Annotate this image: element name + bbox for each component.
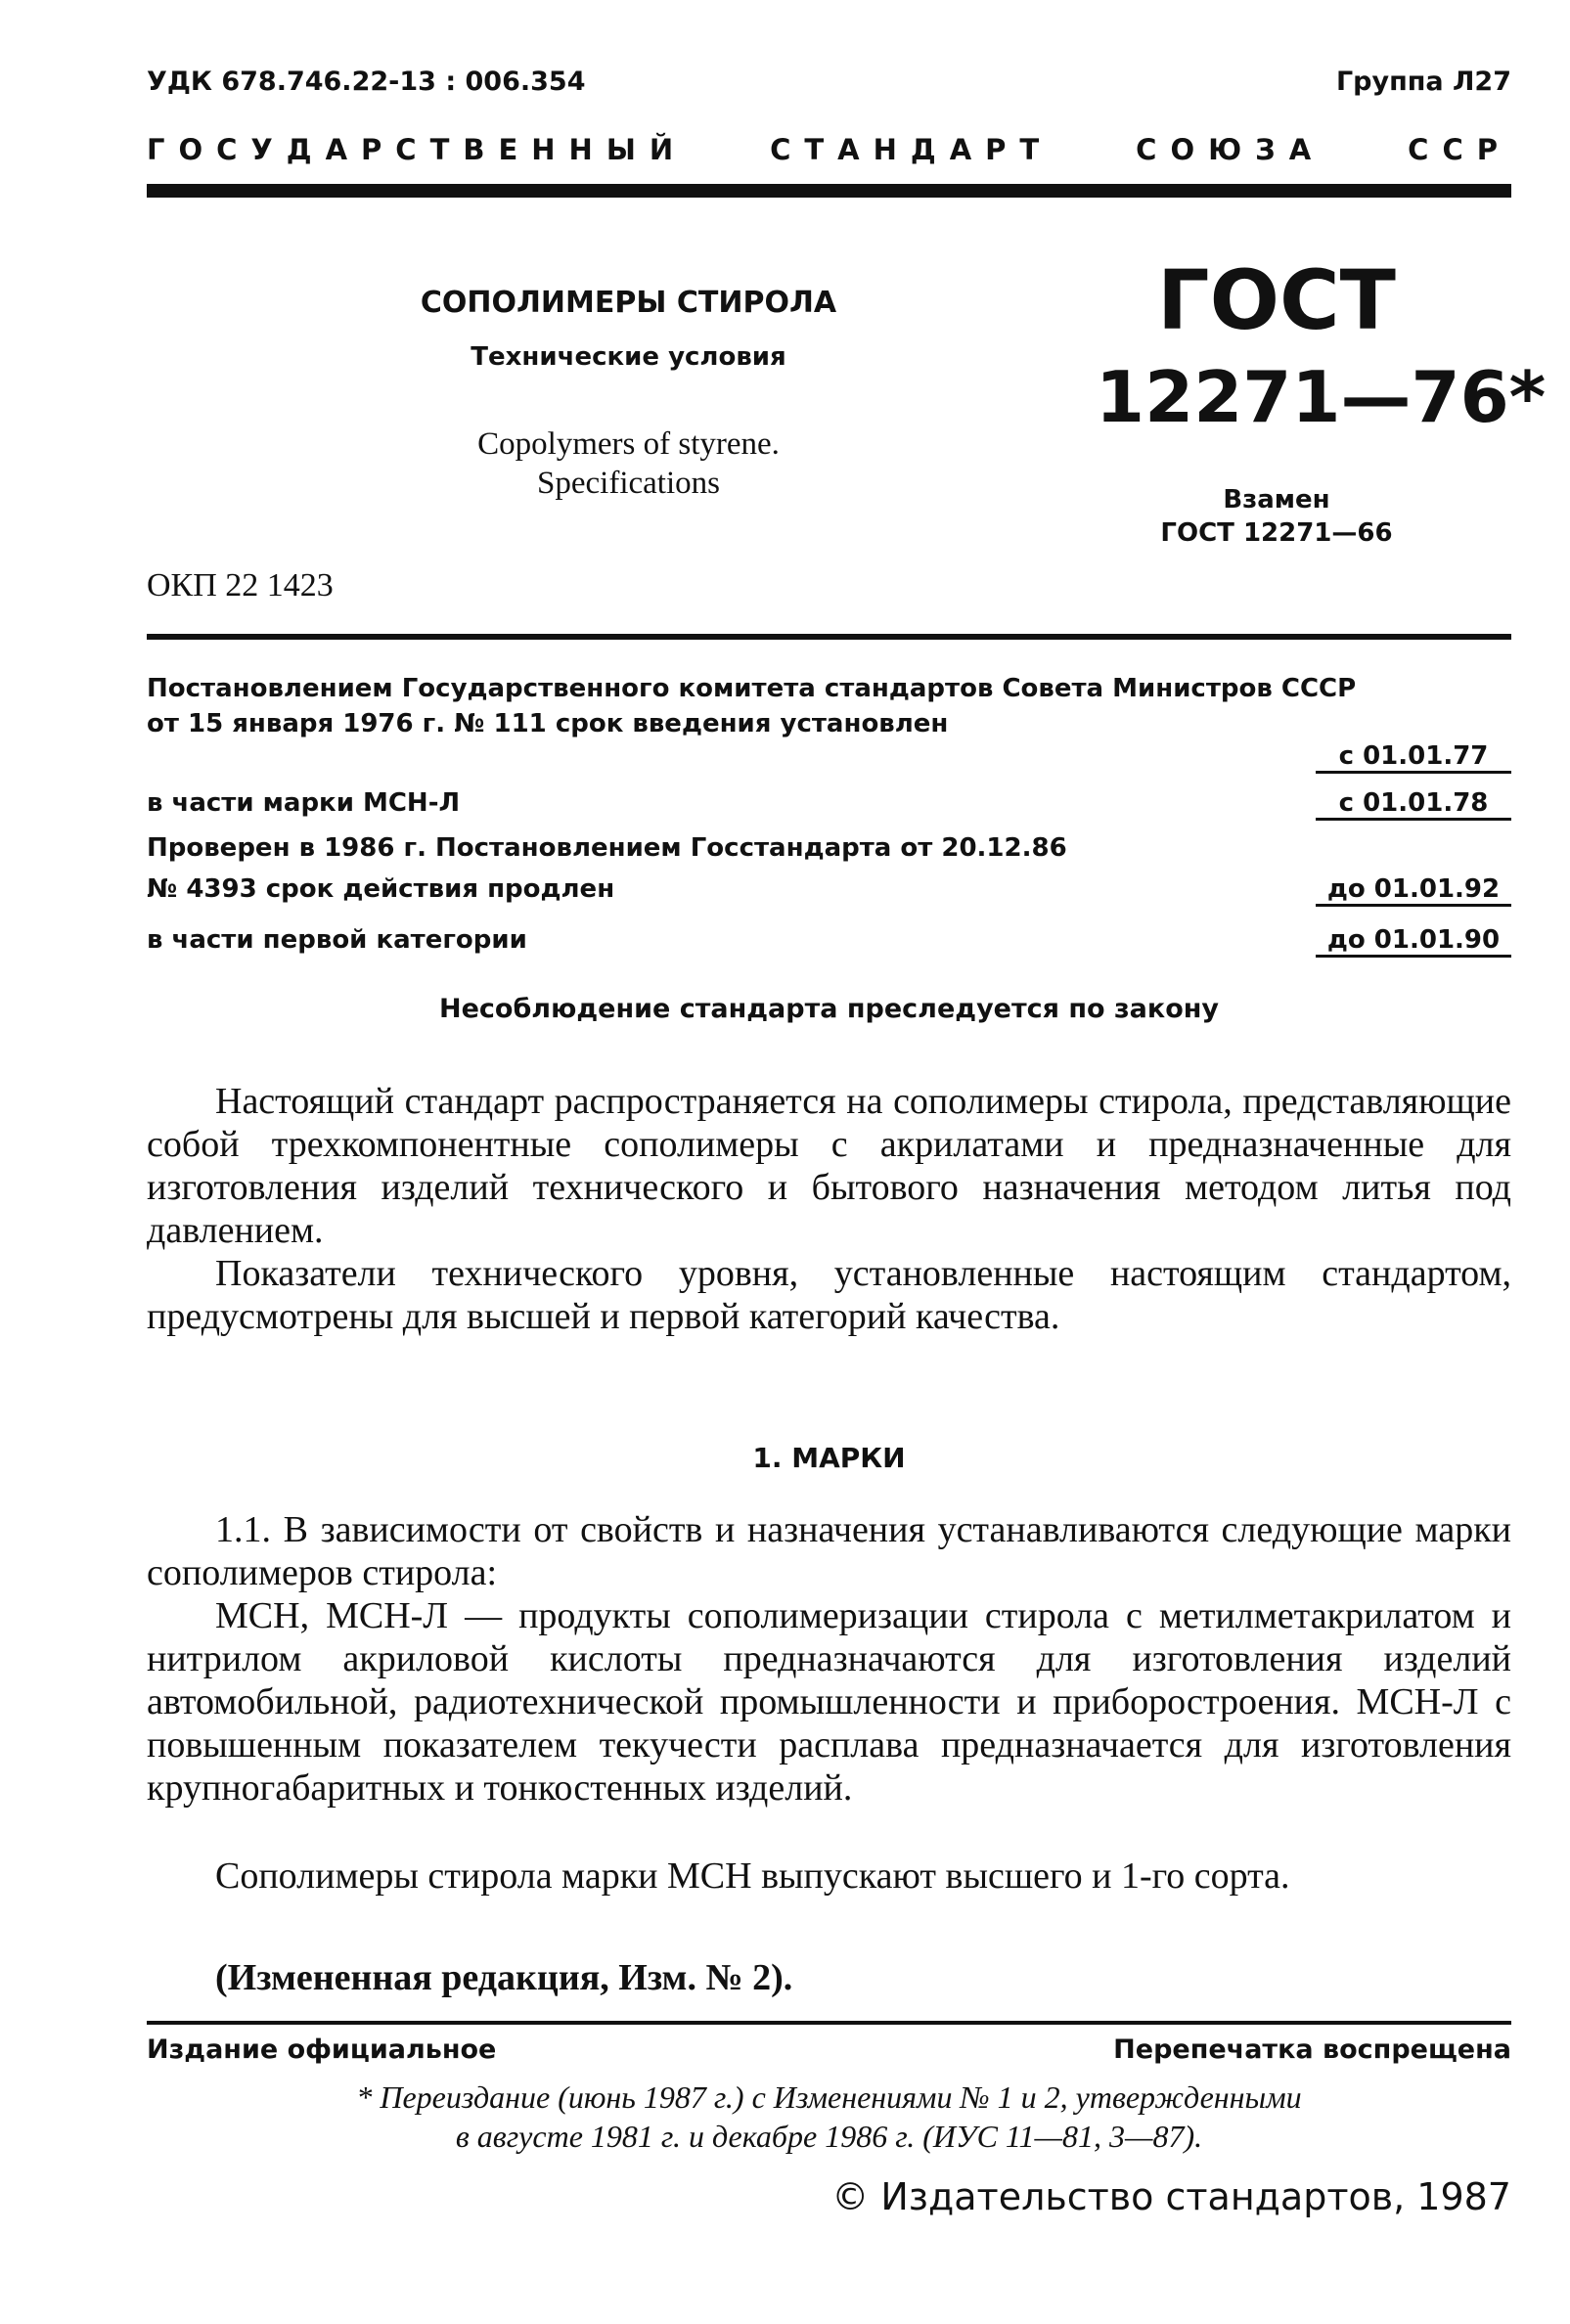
replaces-value: ГОСТ 12271—66 — [1160, 518, 1393, 548]
decree-row-label: в части марки МСН-Л — [147, 788, 461, 818]
section-paragraph: Сополимеры стирола марки МСН выпускают высшего и 1-го сорта. — [215, 1855, 1290, 1897]
decree-line: от 15 января 1976 г. № 111 срок введения установлен — [147, 709, 949, 738]
decree-row-date: с 01.01.77 — [1316, 741, 1511, 774]
decree-row-date: с 01.01.78 — [1316, 788, 1511, 821]
decree-row-date: до 01.01.92 — [1316, 874, 1511, 907]
title-rule — [147, 634, 1511, 640]
banner-word: СТАНДАРТ — [770, 133, 1054, 166]
reissue-footnote — [147, 2078, 1511, 2156]
intro-paragraph: Настоящий стандарт распространяется на сополимеры стирола, представляющие собой трехкомпонентные сополимеры с акрилатами и предназначенные для изготовления изделий технического и бытового назначения методом литья под давлением. — [147, 1081, 1511, 1251]
section-paragraph: 1.1. В зависимости от свойств и назначения устанавливаются следующие марки сополимеров стирола: — [147, 1509, 1511, 1593]
replaces-standard — [1096, 483, 1458, 550]
decree-row-label: Проверен в 1986 г. Постановлением Госстандарта от 20.12.86 — [147, 833, 1067, 863]
decree-row-label: № 4393 срок действия продлен — [147, 874, 615, 904]
group-code: Группа Л27 — [1335, 67, 1511, 97]
gost-number: 12271—76* — [1096, 356, 1547, 438]
state-standard-banner — [147, 133, 1511, 166]
document-title: СОПОЛИМЕРЫ СТИРОЛА — [420, 286, 837, 320]
footer-rule — [147, 2021, 1511, 2025]
english-title — [411, 425, 846, 503]
replaces-label: Взамен — [1223, 485, 1330, 514]
publisher-copyright: © Издательство стандартов, 1987 — [831, 2175, 1511, 2218]
udk-code: УДК 678.746.22-13 : 006.354 — [147, 67, 586, 97]
document-subtitle: Технические условия — [471, 342, 786, 372]
banner-word: СОЮЗА — [1136, 133, 1325, 166]
banner-word: ГОСУДАРСТВЕННЫЙ — [147, 133, 688, 166]
decree-text — [147, 671, 1356, 741]
reprint-prohibited: Перепечатка воспрещена — [1113, 2034, 1511, 2065]
amendment-note: (Измененная редакция, Изм. № 2). — [215, 1957, 793, 1998]
intro-paragraph: Показатели технического уровня, установленные настоящим стандартом, предусмотрены для высшей и первой категорий качества. — [147, 1253, 1511, 1337]
decree-line: Постановлением Государственного комитета стандартов Совета Министров СССР — [147, 674, 1357, 703]
banner-word: ССР — [1408, 133, 1511, 166]
section-heading: 1. МАРКИ — [752, 1442, 906, 1474]
english-title-line: Specifications — [537, 466, 720, 501]
official-edition: Издание официальное — [147, 2034, 497, 2065]
okp-code: ОКП 22 1423 — [147, 567, 334, 603]
decree-row-label: в части первой категории — [147, 925, 527, 955]
legal-notice: Несоблюдение стандарта преследуется по закону — [438, 994, 1220, 1024]
footnote-line: * Переиздание (июнь 1987 г.) с Изменениями № 1 и 2, утвержденными — [356, 2079, 1302, 2115]
section-paragraph: МСН, МСН-Л — продукты сополимеризации стирола с метилметакрилатом и нитрилом акриловой кислоты предназначаются для изготовления изделий автомобильной, радиотехнической промышленности и приборостроения. МСН-Л с повышенным показателем текучести расплава предназначается для изготовления крупногабаритных и тонкостенных изделий. — [147, 1595, 1511, 1809]
gost-label: ГОСТ — [1157, 252, 1396, 348]
header-rule — [147, 184, 1511, 198]
decree-row-date: до 01.01.90 — [1316, 925, 1511, 958]
footnote-line: в августе 1981 г. и декабре 1986 г. (ИУС 11—81, 3—87). — [455, 2119, 1203, 2154]
english-title-line: Copolymers of styrene. — [477, 426, 780, 462]
